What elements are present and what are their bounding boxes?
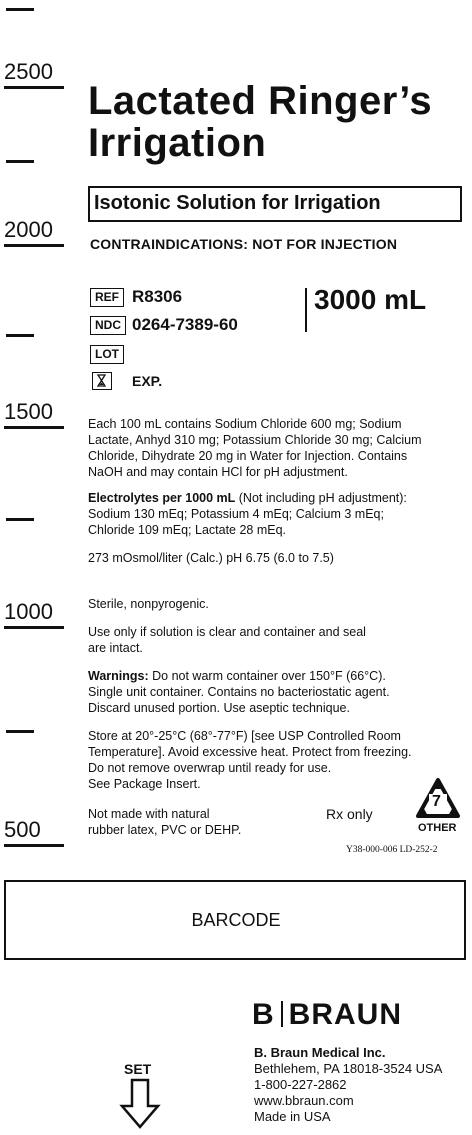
company-web: www.bbraun.com (254, 1093, 354, 1108)
product-title-line2: Irrigation (88, 121, 267, 165)
company-origin: Made in USA (254, 1109, 331, 1124)
warnings-line: Single unit container. Contains no bacteriostatic agent. (88, 685, 390, 699)
volume-divider (305, 288, 307, 332)
composition-line: Chloride, Dihydrate 20 mg in Water for Injection. Contains (88, 449, 408, 463)
scale-tick (6, 518, 34, 521)
recycle-number: 7 (432, 793, 441, 810)
product-title-line1: Lactated Ringer’s (88, 79, 433, 123)
warnings-text: Do not warm container over 150°F (66°C). (148, 669, 386, 683)
ndc-value: 0264-7389-60 (132, 315, 238, 334)
recycle-icon (414, 776, 462, 824)
down-arrow-icon (118, 1078, 162, 1130)
scale-tick (6, 8, 34, 11)
hourglass-icon (92, 372, 112, 390)
use-only-line: are intact. (88, 641, 143, 655)
scale-tick (6, 160, 34, 163)
storage (88, 728, 466, 792)
ref-value: R8306 (132, 287, 183, 306)
scale-label-1000: 1000 (4, 599, 53, 624)
ref-label: REF (90, 288, 124, 307)
brand-logo-right: BRAUN (288, 998, 402, 1031)
subtitle: Isotonic Solution for Irrigation (94, 192, 381, 214)
warnings (88, 668, 466, 716)
product-title (88, 80, 432, 164)
electrolytes-line: Sodium 130 mEq; Potassium 4 mEq; Calcium 3 mEq; (88, 507, 384, 521)
composition-line: NaOH and may contain HCl for pH adjustment. (88, 465, 348, 479)
use-only-line: Use only if solution is clear and container and seal (88, 625, 366, 639)
electrolytes-text: (Not including pH adjustment): (235, 491, 407, 505)
electrolytes (88, 490, 466, 538)
volume: 3000 mL (314, 284, 427, 315)
warnings-heading: Warnings: (88, 669, 149, 683)
rx-only: Rx only (326, 806, 373, 822)
scale-label-1500: 1500 (4, 399, 53, 424)
company-address: Bethlehem, PA 18018-3524 USA (254, 1061, 443, 1076)
scale-line (4, 244, 64, 247)
exp-label: EXP. (132, 373, 163, 389)
composition-line: Each 100 mL contains Sodium Chloride 600 mg; Sodium (88, 417, 402, 431)
brand-logo-left: B (252, 998, 275, 1031)
electrolytes-line: Chloride 109 mEq; Lactate 28 mEq. (88, 523, 287, 537)
scale-line (4, 844, 64, 847)
latex-line: rubber latex, PVC or DEHP. (88, 823, 242, 837)
contraindications: CONTRAINDICATIONS: NOT FOR INJECTION (90, 236, 398, 252)
ndc-label: NDC (90, 316, 126, 335)
recycle-label: OTHER (418, 822, 457, 834)
storage-line: Temperature]. Avoid excessive heat. Protect from freezing. (88, 745, 412, 759)
set-label: SET (124, 1061, 152, 1077)
scale-line (4, 426, 64, 429)
label-codes: Y38-000-006 LD-252-2 (346, 845, 438, 855)
lot-label: LOT (90, 345, 124, 364)
electrolytes-heading: Electrolytes per 1000 mL (88, 491, 236, 505)
sterile-text: Sterile, nonpyrogenic. (88, 597, 209, 611)
storage-line: See Package Insert. (88, 777, 201, 791)
company-phone: 1-800-227-2862 (254, 1077, 347, 1092)
company-info (254, 1045, 442, 1125)
scale-tick (6, 730, 34, 733)
scale-tick (6, 334, 34, 337)
latex-line: Not made with natural (88, 807, 210, 821)
storage-line: Do not remove overwrap until ready for use. (88, 761, 332, 775)
osmolarity: 273 mOsmol/liter (Calc.) pH 6.75 (6.0 to 7.5) (88, 551, 334, 565)
company-name: B. Braun Medical Inc. (254, 1045, 386, 1060)
latex-statement (88, 806, 308, 838)
scale-line (4, 626, 64, 629)
barcode-label: BARCODE (191, 910, 281, 930)
scale-label-2000: 2000 (4, 217, 53, 242)
warnings-line: Discard unused portion. Use aseptic technique. (88, 701, 350, 715)
scale-label-500: 500 (4, 817, 41, 842)
composition-line: Lactate, Anhyd 310 mg; Potassium Chloride 30 mg; Calcium (88, 433, 422, 447)
storage-line: Store at 20°-25°C (68°-77°F) [see USP Controlled Room (88, 729, 401, 743)
use-only-text (88, 624, 466, 656)
scale-line (4, 86, 64, 89)
scale-label-2500: 2500 (4, 59, 53, 84)
composition (88, 416, 466, 480)
brand-logo (252, 998, 402, 1032)
